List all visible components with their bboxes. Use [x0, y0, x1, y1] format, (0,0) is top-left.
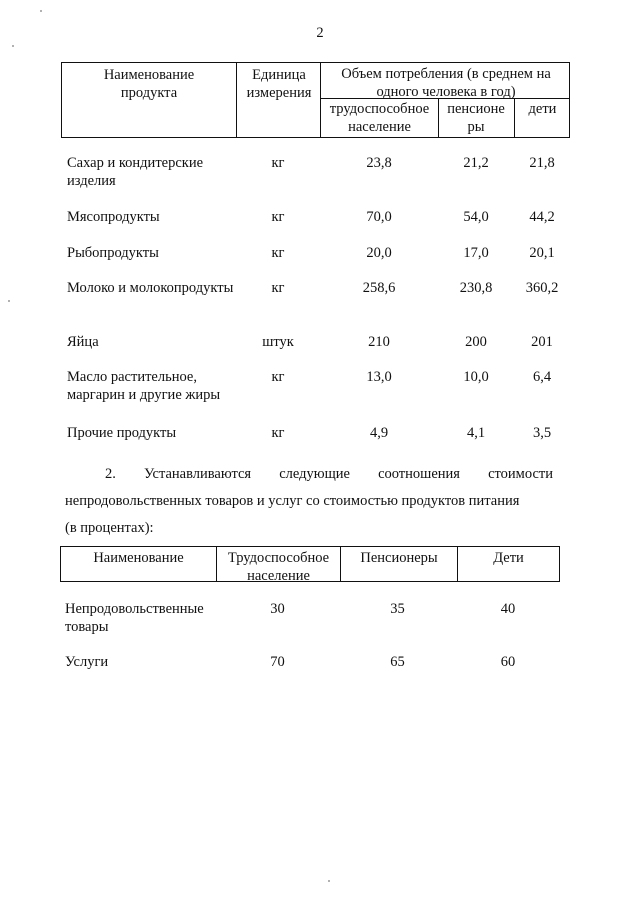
header-product: Наименование продукта — [103, 67, 195, 102]
product-unit: кг — [271, 280, 285, 296]
ratio-table-header — [60, 546, 560, 585]
value-pensioners: 200 — [465, 334, 487, 350]
value-pensioners: 17,0 — [463, 245, 489, 261]
column-divider — [236, 63, 237, 137]
product-name: Молоко и молокопродукты — [67, 280, 234, 296]
value-working: 210 — [368, 334, 390, 350]
scan-speck — [12, 45, 14, 47]
value-working: 23,8 — [366, 155, 392, 171]
value-children: 60 — [500, 654, 516, 670]
header-consumption: Объем потребления (в среднем на одного человека в год) — [341, 66, 551, 101]
paragraph-word: стоимости — [488, 466, 553, 482]
scan-speck — [8, 300, 10, 302]
value-children: 21,8 — [529, 155, 555, 171]
value-pensioners: 21,2 — [463, 155, 489, 171]
product-name: Рыбопродукты — [67, 245, 159, 261]
paragraph-word: следующие — [279, 466, 350, 482]
value-children: 201 — [531, 334, 553, 350]
header-working: Трудоспособное население — [227, 550, 330, 585]
product-unit: кг — [271, 209, 285, 225]
paragraph-line — [65, 461, 553, 488]
value-children: 40 — [500, 601, 516, 617]
header-pensioners: Пенсионеры — [360, 550, 438, 566]
paragraph-number: 2. — [105, 466, 116, 482]
header-name: Наименование — [93, 550, 184, 566]
header-working: трудоспособное население — [329, 101, 430, 136]
paragraph-line: непродовольственных товаров и услуг со стоимостью продуктов питания — [65, 493, 520, 509]
product-name: Яйца — [67, 334, 99, 350]
consumption-table-header — [61, 62, 570, 138]
value-pensioners: 4,1 — [466, 425, 486, 441]
product-name: Прочие продукты — [67, 425, 177, 441]
paragraph-line: (в процентах): — [65, 520, 154, 536]
value-children: 44,2 — [529, 209, 555, 225]
value-children: 6,4 — [532, 369, 552, 385]
product-unit: кг — [271, 155, 285, 171]
value-pensioners: 54,0 — [463, 209, 489, 225]
column-divider — [438, 98, 439, 137]
product-unit: кг — [271, 369, 285, 385]
value-working: 70 — [270, 654, 285, 670]
header-children: дети — [528, 101, 557, 117]
value-working: 70,0 — [366, 209, 392, 225]
value-working: 4,9 — [369, 425, 389, 441]
value-pensioners: 10,0 — [463, 369, 489, 385]
product-name: Масло растительное, маргарин и другие жиры — [67, 369, 221, 404]
value-children: 360,2 — [525, 280, 559, 296]
product-unit: кг — [271, 245, 285, 261]
header-unit: Единица измерения — [246, 67, 312, 102]
product-name: Мясопродукты — [67, 209, 160, 225]
scan-speck — [40, 10, 42, 12]
value-working: 20,0 — [366, 245, 392, 261]
value-pensioners: 65 — [390, 654, 405, 670]
value-children: 3,5 — [532, 425, 552, 441]
paragraph-2 — [65, 461, 553, 542]
value-pensioners: 230,8 — [459, 280, 493, 296]
scan-speck — [328, 880, 330, 882]
page-number: 2 — [316, 25, 324, 41]
value-children: 20,1 — [529, 245, 555, 261]
value-pensioners: 35 — [390, 601, 405, 617]
product-unit: штук — [262, 334, 294, 350]
value-working: 13,0 — [366, 369, 392, 385]
value-working: 30 — [270, 601, 285, 617]
header-pensioners: пенсионе ры — [447, 101, 505, 136]
product-unit: кг — [271, 425, 285, 441]
value-working: 258,6 — [362, 280, 396, 296]
header-children: Дети — [493, 550, 524, 566]
paragraph-word: Устанавливаются — [143, 466, 252, 482]
product-name: Сахар и кондитерские изделия — [67, 155, 204, 190]
category-name: Непродовольственные товары — [65, 601, 204, 636]
category-name: Услуги — [65, 654, 109, 670]
paragraph-word: соотношения — [378, 466, 460, 482]
